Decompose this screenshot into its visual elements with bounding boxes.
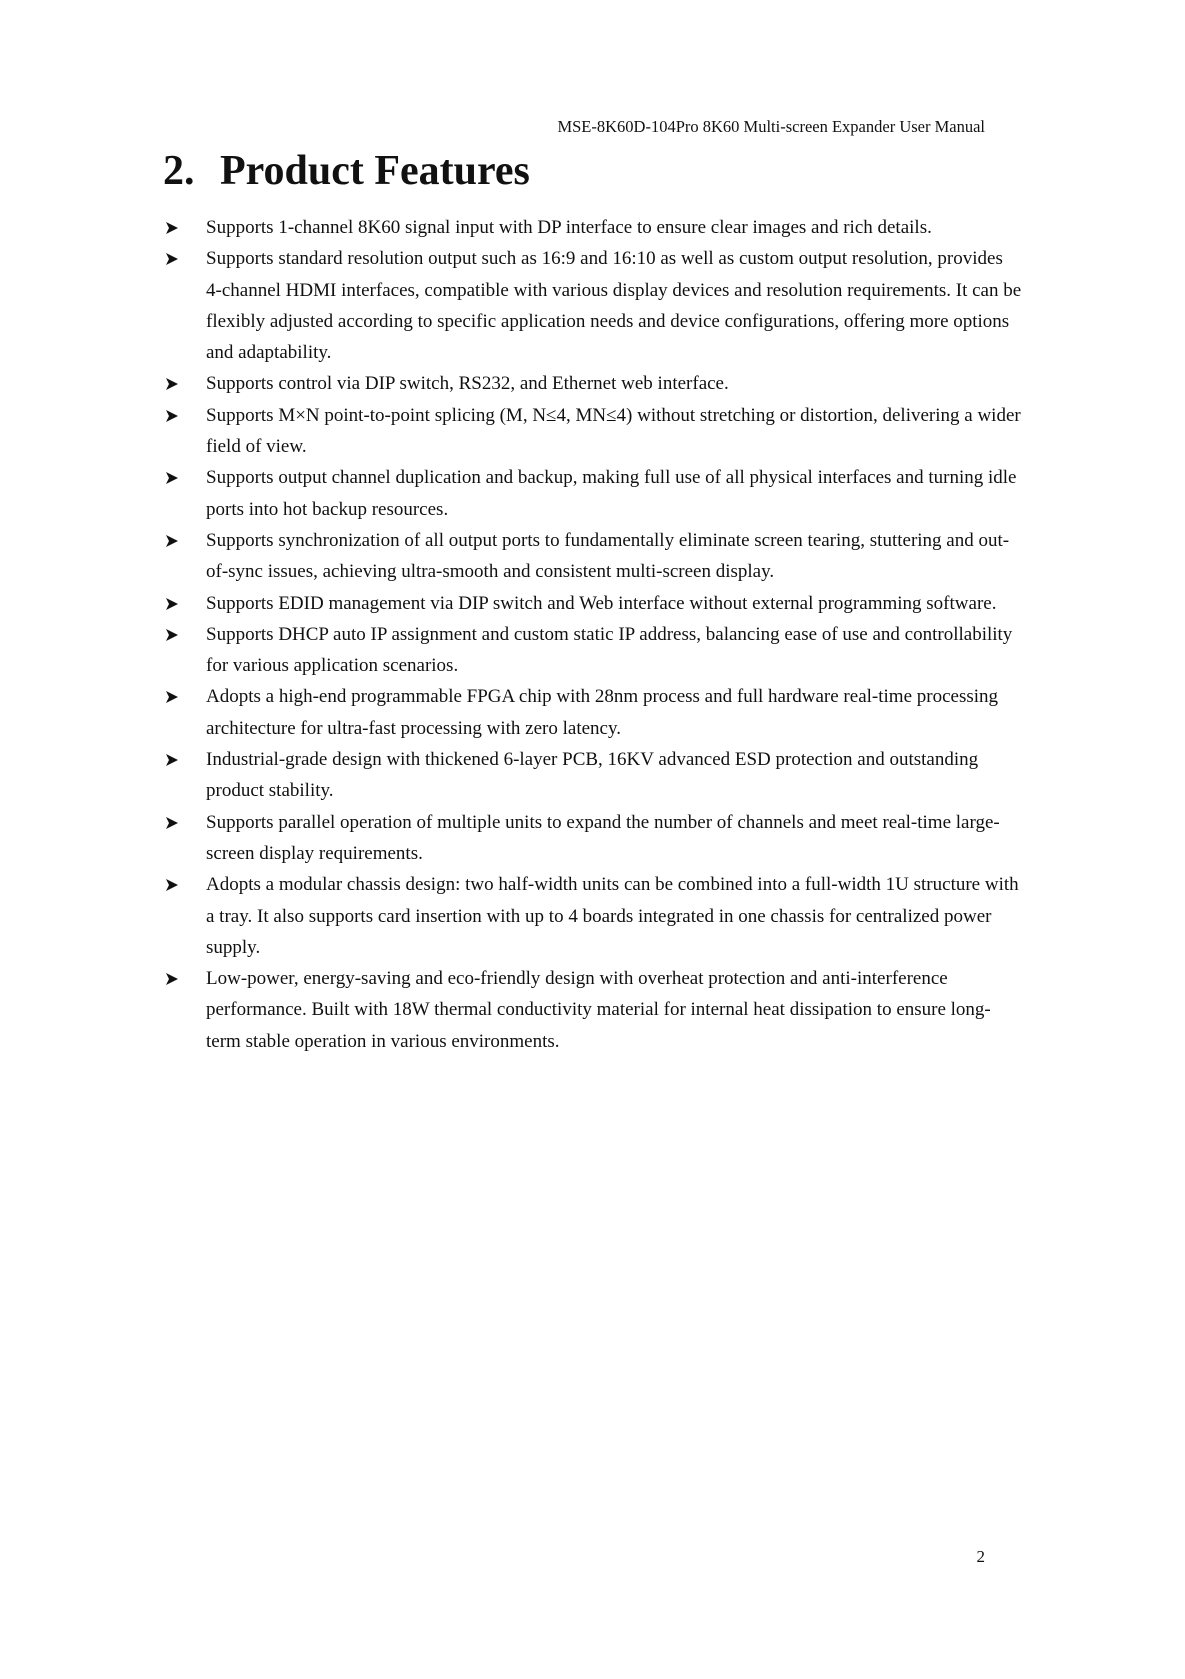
- feature-text: Supports synchronization of all output ports to fundamentally eliminate screen tearing, stuttering and out-of-sync issues, achieving ultra-smooth and consistent multi-screen display.: [206, 529, 1010, 583]
- feature-item: [163, 619, 1023, 682]
- feature-text: Low-power, energy-saving and eco-friendly design with overheat protection and anti-interference performance. Built with 18W thermal conductivity material for internal heat dissipation to ensure long-term stable operation in various environments.: [206, 968, 991, 1052]
- feature-item: [163, 243, 1023, 368]
- feature-text: Supports parallel operation of multiple units to expand the number of channels and meet real-time large-screen display requirements.: [206, 811, 1000, 864]
- feature-text: Industrial-grade design with thickened 6-layer PCB, 16KV advanced ESD protection and outstanding product stability.: [206, 749, 979, 802]
- feature-item: [163, 400, 1023, 463]
- feature-item: [163, 807, 1023, 870]
- feature-item: [163, 869, 1023, 963]
- feature-item: [163, 681, 1023, 744]
- arrowhead-bullet-icon: [163, 807, 183, 838]
- arrowhead-bullet-icon: [163, 744, 183, 775]
- section-number: 2.: [163, 148, 195, 194]
- section-title: Product Features: [220, 148, 530, 194]
- feature-item: [163, 368, 1023, 399]
- feature-text: Supports control via DIP switch, RS232, and Ethernet web interface.: [206, 373, 729, 395]
- arrowhead-bullet-icon: [163, 212, 183, 243]
- feature-list: [163, 212, 1023, 1057]
- arrowhead-bullet-icon: [163, 525, 183, 556]
- feature-text: Supports output channel duplication and backup, making full use of all physical interfaces and turning idle ports into hot backup resources.: [206, 467, 1017, 520]
- feature-text: Supports M×N point-to-point splicing (M, N≤4, MN≤4) without stretching or distortion, delivering a wider field of view.: [206, 404, 1021, 458]
- feature-item: [163, 525, 1023, 588]
- feature-text: Adopts a modular chassis design: two half-width units can be combined into a full-width 1U structure with a tray. It also supports card insertion with up to 4 boards integrated in one chassis for centralized power supply.: [206, 874, 1019, 958]
- arrowhead-bullet-icon: [163, 619, 183, 650]
- arrowhead-bullet-icon: [163, 681, 183, 712]
- arrowhead-bullet-icon: [163, 588, 183, 619]
- arrowhead-bullet-icon: [163, 963, 183, 994]
- feature-item: [163, 462, 1023, 525]
- feature-item: [163, 212, 1023, 243]
- feature-text: Supports DHCP auto IP assignment and custom static IP address, balancing ease of use and controllability for various application scenarios.: [206, 623, 1013, 677]
- arrowhead-bullet-icon: [163, 400, 183, 431]
- page-number: 2: [976, 1547, 985, 1566]
- feature-item: [163, 744, 1023, 807]
- feature-text: Supports EDID management via DIP switch and Web interface without external programming software.: [206, 592, 997, 614]
- arrowhead-bullet-icon: [163, 368, 183, 399]
- feature-text: Adopts a high-end programmable FPGA chip with 28nm process and full hardware real-time processing architecture for ultra-fast processing with zero latency.: [206, 686, 999, 739]
- arrowhead-bullet-icon: [163, 243, 183, 274]
- running-header: MSE-8K60D-104Pro 8K60 Multi-screen Expander User Manual: [557, 117, 985, 136]
- page-title: [163, 145, 530, 197]
- feature-text: Supports 1-channel 8K60 signal input with DP interface to ensure clear images and rich details.: [206, 217, 932, 238]
- feature-item: [163, 963, 1023, 1057]
- feature-item: [163, 588, 1023, 619]
- feature-text: Supports standard resolution output such as 16:9 and 16:10 as well as custom output resolution, provides 4-channel HDMI interfaces, compatible with various display devices and resolution requirements. It can be flexibly adjusted according to specific application needs and device configurations, offering more options and adaptability.: [206, 248, 1022, 364]
- arrowhead-bullet-icon: [163, 869, 183, 900]
- arrowhead-bullet-icon: [163, 462, 183, 493]
